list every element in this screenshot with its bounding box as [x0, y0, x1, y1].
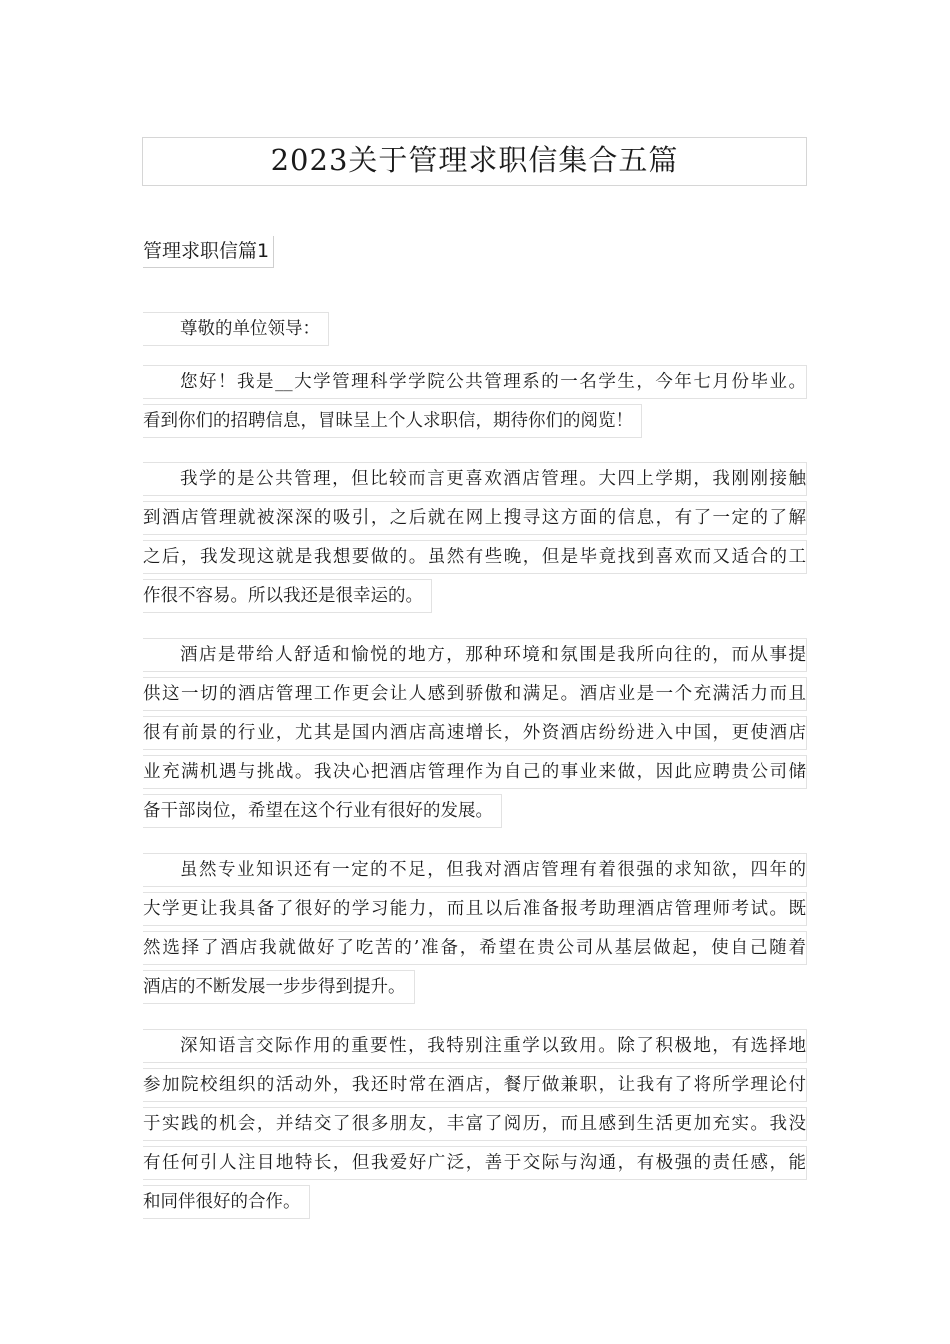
- paragraph-line: 我学的是公共管理，但比较而言更喜欢酒店管理。大四上学期，我刚刚接触: [143, 462, 807, 496]
- paragraph-line: 参加院校组织的活动外，我还时常在酒店，餐厅做兼职，让我有了将所学理论付: [143, 1068, 807, 1102]
- paragraph-line: 您好！我是__大学管理科学学院公共管理系的一名学生，今年七月份毕业。: [143, 365, 807, 399]
- paragraph-line: 虽然专业知识还有一定的不足，但我对酒店管理有着很强的求知欲，四年的: [143, 853, 807, 887]
- paragraph-line: 有任何引人注目地特长，但我爱好广泛，善于交际与沟通，有极强的责任感，能: [143, 1146, 807, 1180]
- paragraph-line: 很有前景的行业，尤其是国内酒店高速增长，外资酒店纷纷进入中国，更使酒店: [143, 716, 807, 750]
- paragraph-line: 作很不容易。所以我还是很幸运的。: [143, 579, 432, 613]
- paragraph-line: 备干部岗位，希望在这个行业有很好的发展。: [143, 794, 502, 828]
- section-heading: 管理求职信篇1: [143, 236, 274, 268]
- paragraph-line: 之后，我发现这就是我想要做的。虽然有些晚，但是毕竟找到喜欢而又适合的工: [143, 540, 807, 574]
- paragraph-2: [143, 365, 807, 458]
- paragraph-line: 酒店是带给人舒适和愉悦的地方，那种环境和氛围是我所向往的，而从事提: [143, 638, 807, 672]
- paragraph-line: 和同伴很好的合作。: [143, 1185, 310, 1219]
- paragraph-1: [143, 312, 807, 366]
- paragraph-line: 看到你们的招聘信息，冒昧呈上个人求职信，期待你们的阅览！: [143, 404, 642, 438]
- paragraph-line: 深知语言交际作用的重要性，我特别注重学以致用。除了积极地，有选择地: [143, 1029, 807, 1063]
- paragraph-line: 尊敬的单位领导：: [143, 312, 329, 346]
- document-title: 2023关于管理求职信集合五篇: [142, 137, 807, 186]
- paragraph-6: [143, 1029, 807, 1239]
- paragraph-line: 然选择了酒店我就做好了吃苦的’准备，希望在贵公司从基层做起，使自己随着: [143, 931, 807, 965]
- paragraph-5: [143, 853, 807, 1024]
- paragraph-3: [143, 462, 807, 633]
- paragraph-line: 大学更让我具备了很好的学习能力，而且以后准备报考助理酒店管理师考试。既: [143, 892, 807, 926]
- paragraph-line: 供这一切的酒店管理工作更会让人感到骄傲和满足。酒店业是一个充满活力而且: [143, 677, 807, 711]
- paragraph-line: 酒店的不断发展一步步得到提升。: [143, 970, 415, 1004]
- paragraph-line: 业充满机遇与挑战。我决心把酒店管理作为自己的事业来做，因此应聘贵公司储: [143, 755, 807, 789]
- paragraph-line: 到酒店管理就被深深的吸引，之后就在网上搜寻这方面的信息，有了一定的了解: [143, 501, 807, 535]
- paragraph-4: [143, 638, 807, 848]
- paragraph-line: 于实践的机会，并结交了很多朋友，丰富了阅历，而且感到生活更加充实。我没: [143, 1107, 807, 1141]
